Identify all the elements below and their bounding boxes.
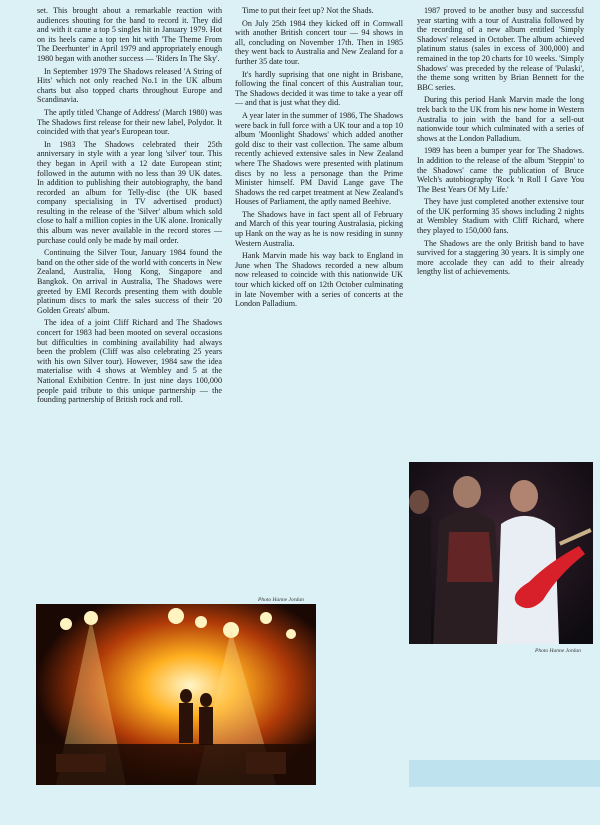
paragraph: The idea of a joint Cliff Richard and The Shadows concert for 1983 had been mooted on several occasions but difficulties in combining availability had always been the problem (Cliff was also celebrating 25 years with his own Silver tour). However, 1984 saw the idea materialise with 4 shows at Wembley and 5 at the National Exhibition Centre. In just nine days 100,000 people paid tribute to this unique partnership — the founding partnership of British rock and roll.	[37, 318, 222, 405]
article-column-3	[417, 6, 584, 280]
paragraph: During this period Hank Marvin made the long trek back to the UK from his new home in Western Australia to join with the band for a sell-out nationwide tour which culminated with a series of shows at the London Palladium.	[417, 95, 584, 143]
decorative-band	[409, 760, 600, 787]
paragraph: They have just completed another extensive tour of the UK performing 35 shows including 2 nights at Wembley Stadium with Cliff Richard, where they played to 150,000 fans.	[417, 197, 584, 236]
paragraph: In September 1979 The Shadows released 'A String of Hits' which not only reached No.1 in the UK album charts but also topped charts throughout Europe and Scandinavia.	[37, 66, 222, 105]
stage-concert-photo	[36, 604, 316, 785]
paragraph: A year later in the summer of 1986, The Shadows were back in full force with a UK tour and a top 10 album 'Moonlight Shadows' which added another gold disc to their vast collection. The same album recently achieved extensive sales in New Zealand where The Shadows were presented with platinum discs by no less a personage than the Prime Minister himself. PM David Lange gave The Shadows the red carpet treatment at New Zealand's Houses of Parliament, the aptly named Beehive.	[235, 110, 403, 207]
paragraph: The aptly titled 'Change of Address' (March 1980) was The Shadows first release for their new label, Polydor. It coincided with that year's European tour.	[37, 107, 222, 137]
paragraph: set. This brought about a remarkable reaction with audiences shouting for the band to record it. They did and with it came a top 5 singles hit in January 1979. Hot on its heels came a top ten hit with 'The Theme From The Deerhunter' in April 1979 and appropriately enough 1980 began with another success — 'Riders In The Sky'.	[37, 6, 222, 63]
paragraph: Time to put their feet up? Not the Shads.	[242, 6, 374, 15]
paragraph: In 1983 The Shadows celebrated their 25th anniversary in style with a year long 'silver' tour. This they began in April with a 12 date European stint; followed in the autumn with no less than 39 UK dates. In addition to publishing their autobiography, the band recorded an album for Telly-disc (the UK based company specialising in TV advertised product) resulting in the release of the 'Silver' album which sold close to half a million copies in the UK alone. Ironically this album was never available in the record stores — purchase could only be made by mail order.	[37, 139, 222, 245]
paragraph: 1987 proved to be another busy and successful year starting with a tour of Australia followed by the recording of a new album entitled 'Simply Shadows' released in October. The album achieved platinum status (sales in excess of 300,000) and remained in the top 20 charts for 10 weeks. 'Simply Shadows' was preceded by the release of 'Pulaski', the theme song written by Brian Bennett for the BBC series.	[417, 6, 584, 92]
paragraph: Continuing the Silver Tour, January 1984 found the band on the other side of the world with concerts in New Zealand, Australia, Hong Kong, Singapore and Bangkok. On arrival in Australia, The Shadows were greeted by EMI Records presenting them with double platinum discs to mark the sales success of their '20 Golden Greats' album.	[37, 248, 222, 315]
paragraph: On July 25th 1984 they kicked off in Cornwall with another British concert tour — 94 shows in all, concluding on November 17th. Then in 1985 they went back to Australia and New Zealand for a further 35 date tour.	[235, 18, 403, 66]
paragraph: The Shadows have in fact spent all of February and March of this year touring Australasia, picking up Hank on the way as he is now residing in sunny Western Australia.	[235, 209, 403, 248]
photo-credit: Photo Hanne Jordan	[535, 648, 581, 654]
paragraph: It's hardly suprising that one night in Brisbane, following the final concert of this Australian tour, The Shadows decided it was time to take a year off — and that is just what they did.	[235, 69, 403, 108]
article-column-1	[37, 6, 222, 408]
article-column-2	[235, 6, 403, 312]
paragraph: 1989 has been a bumper year for The Shadows. In addition to the release of the album 'Steppin' to the Shadows' came the publication of Bruce Welch's autobiography 'Rock 'n Roll I Gave You The Best Years Of My Life.'	[417, 146, 584, 194]
paragraph: The Shadows are the only British band to have survived for a staggering 30 years. It is simply one more accolade they can add to their already lengthy list of achievements.	[417, 238, 584, 277]
photo-credit: Photo Hanne Jordan	[258, 597, 304, 603]
paragraph: Hank Marvin made his way back to England in June when The Shadows recorded a new album now released to coincide with this nationwide UK tour which kicked off on 12th October culminating in late November with a series of concerts at the London Palladium.	[235, 251, 403, 309]
band-performance-photo	[409, 462, 593, 644]
